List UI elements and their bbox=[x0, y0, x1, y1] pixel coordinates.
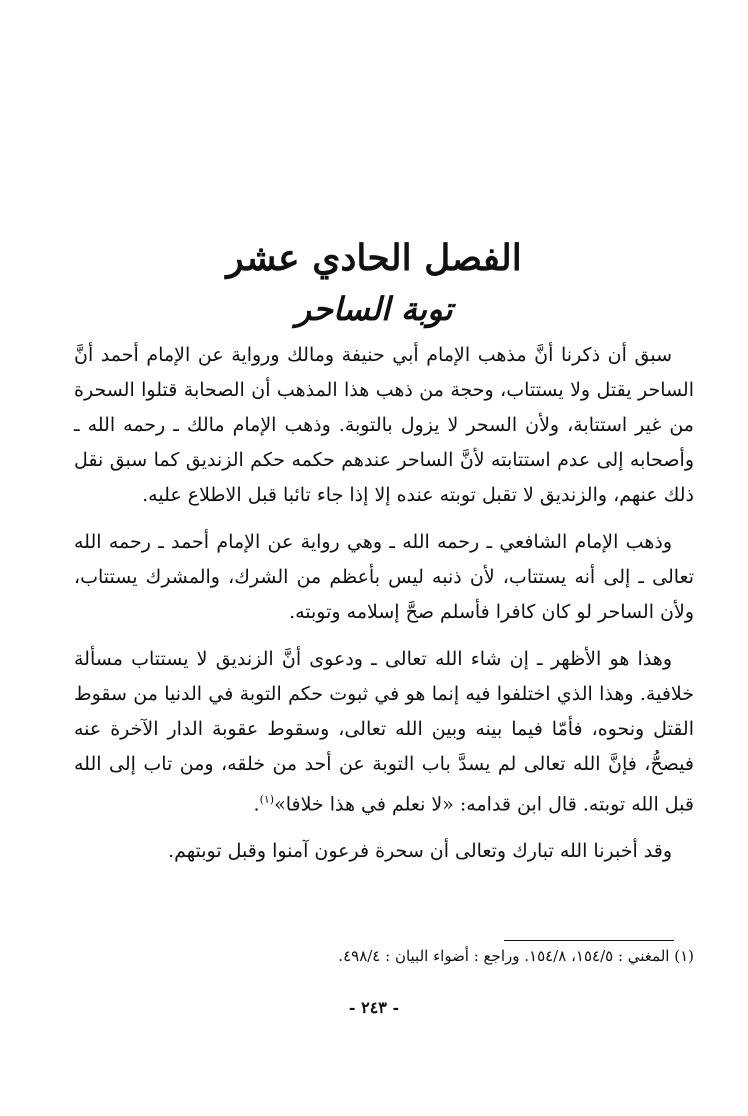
paragraph-3-text: وهذا هو الأظهر ـ إن شاء الله تعالى ـ ودعوى أنَّ الزنديق لا يستتاب مسألة خلافية. وهذا الذي اختلفوا فيه إنما هو في ثبوت حكم التوبة في الدنيا من سقوط القتل ونحوه، فأمّا فيما بينه وبين الله تعالى، وسقوط عقوبة الدار الآخرة عنه فيصحُّ، فإنَّ الله تعالى لم يسدَّ باب التوبة عن أحد من خلقه، ومن تاب إلى الله قبل الله توبته. قال ابن قدامه: «لا نعلم في هذا خلافا» bbox=[74, 648, 694, 816]
footnote-divider bbox=[504, 940, 674, 941]
body-text bbox=[74, 338, 694, 869]
chapter-subtitle: توبة الساحر bbox=[295, 290, 453, 328]
paragraph-4: وقد أخبرنا الله تبارك وتعالى أن سحرة فرعون آمنوا وقبل توبتهم. bbox=[168, 840, 672, 863]
paragraph-1: سبق أن ذكرنا أنَّ مذهب الإمام أبي حنيفة ومالك ورواية عن الإمام أحمد أنَّ الساحر يقتل ولا يستتاب، وحجة من ذهب هذا المذهب أن الصحابة قتلوا السحرة من غير استتابة، ولأن السحر لا يزول بالتوبة. وذهب الإمام مالك ـ رحمه الله ـ وأصحابه إلى عدم استتابته لأنَّ الساحر عندهم حكمه حكم الزنديق كما سبق نقل ذلك عنهم، والزنديق لا تقبل توبته عنده إلا إذا جاء تائبا قبل الاطلاع عليه. bbox=[74, 344, 694, 506]
footnote: (١) المغني : ١٥٤/٥، ١٥٤/٨. وراجع : أضواء البيان : ٤٩٨/٤. bbox=[338, 947, 694, 965]
chapter-title: الفصل الحادي عشر bbox=[226, 237, 522, 279]
paragraph-2: وذهب الإمام الشافعي ـ رحمه الله ـ وهي رواية عن الإمام أحمد ـ رحمه الله تعالى ـ إلى أنه يستتاب، لأن ذنبه ليس بأعظم من الشرك، والمشرك يستتاب، ولأن الساحر لو كان كافرا فأسلم صحَّ إسلامه وتوبته. bbox=[74, 531, 694, 623]
paragraph-3: وهذا هو الأظهر ـ إن شاء الله تعالى ـ ودعوى أنَّ الزنديق لا يستتاب مسألة خلافية. وهذا الذي اختلفوا فيه إنما هو في ثبوت حكم التوبة في الدنيا من سقوط القتل ونحوه، فأمّا فيما بينه وبين الله تعالى، وسقوط عقوبة الدار الآخرة عنه فيصحُّ، فإنَّ الله تعالى لم يسدَّ باب التوبة عن أحد من خلقه، ومن تاب إلى الله قبل الله توبته. قال ابن قدامه: «لا نعلم في هذا خلافا»$^{(١)}$. bbox=[74, 648, 694, 816]
footnote-reference: (١) bbox=[259, 793, 275, 806]
page-number: - ٢٤٣ - bbox=[348, 998, 400, 1017]
